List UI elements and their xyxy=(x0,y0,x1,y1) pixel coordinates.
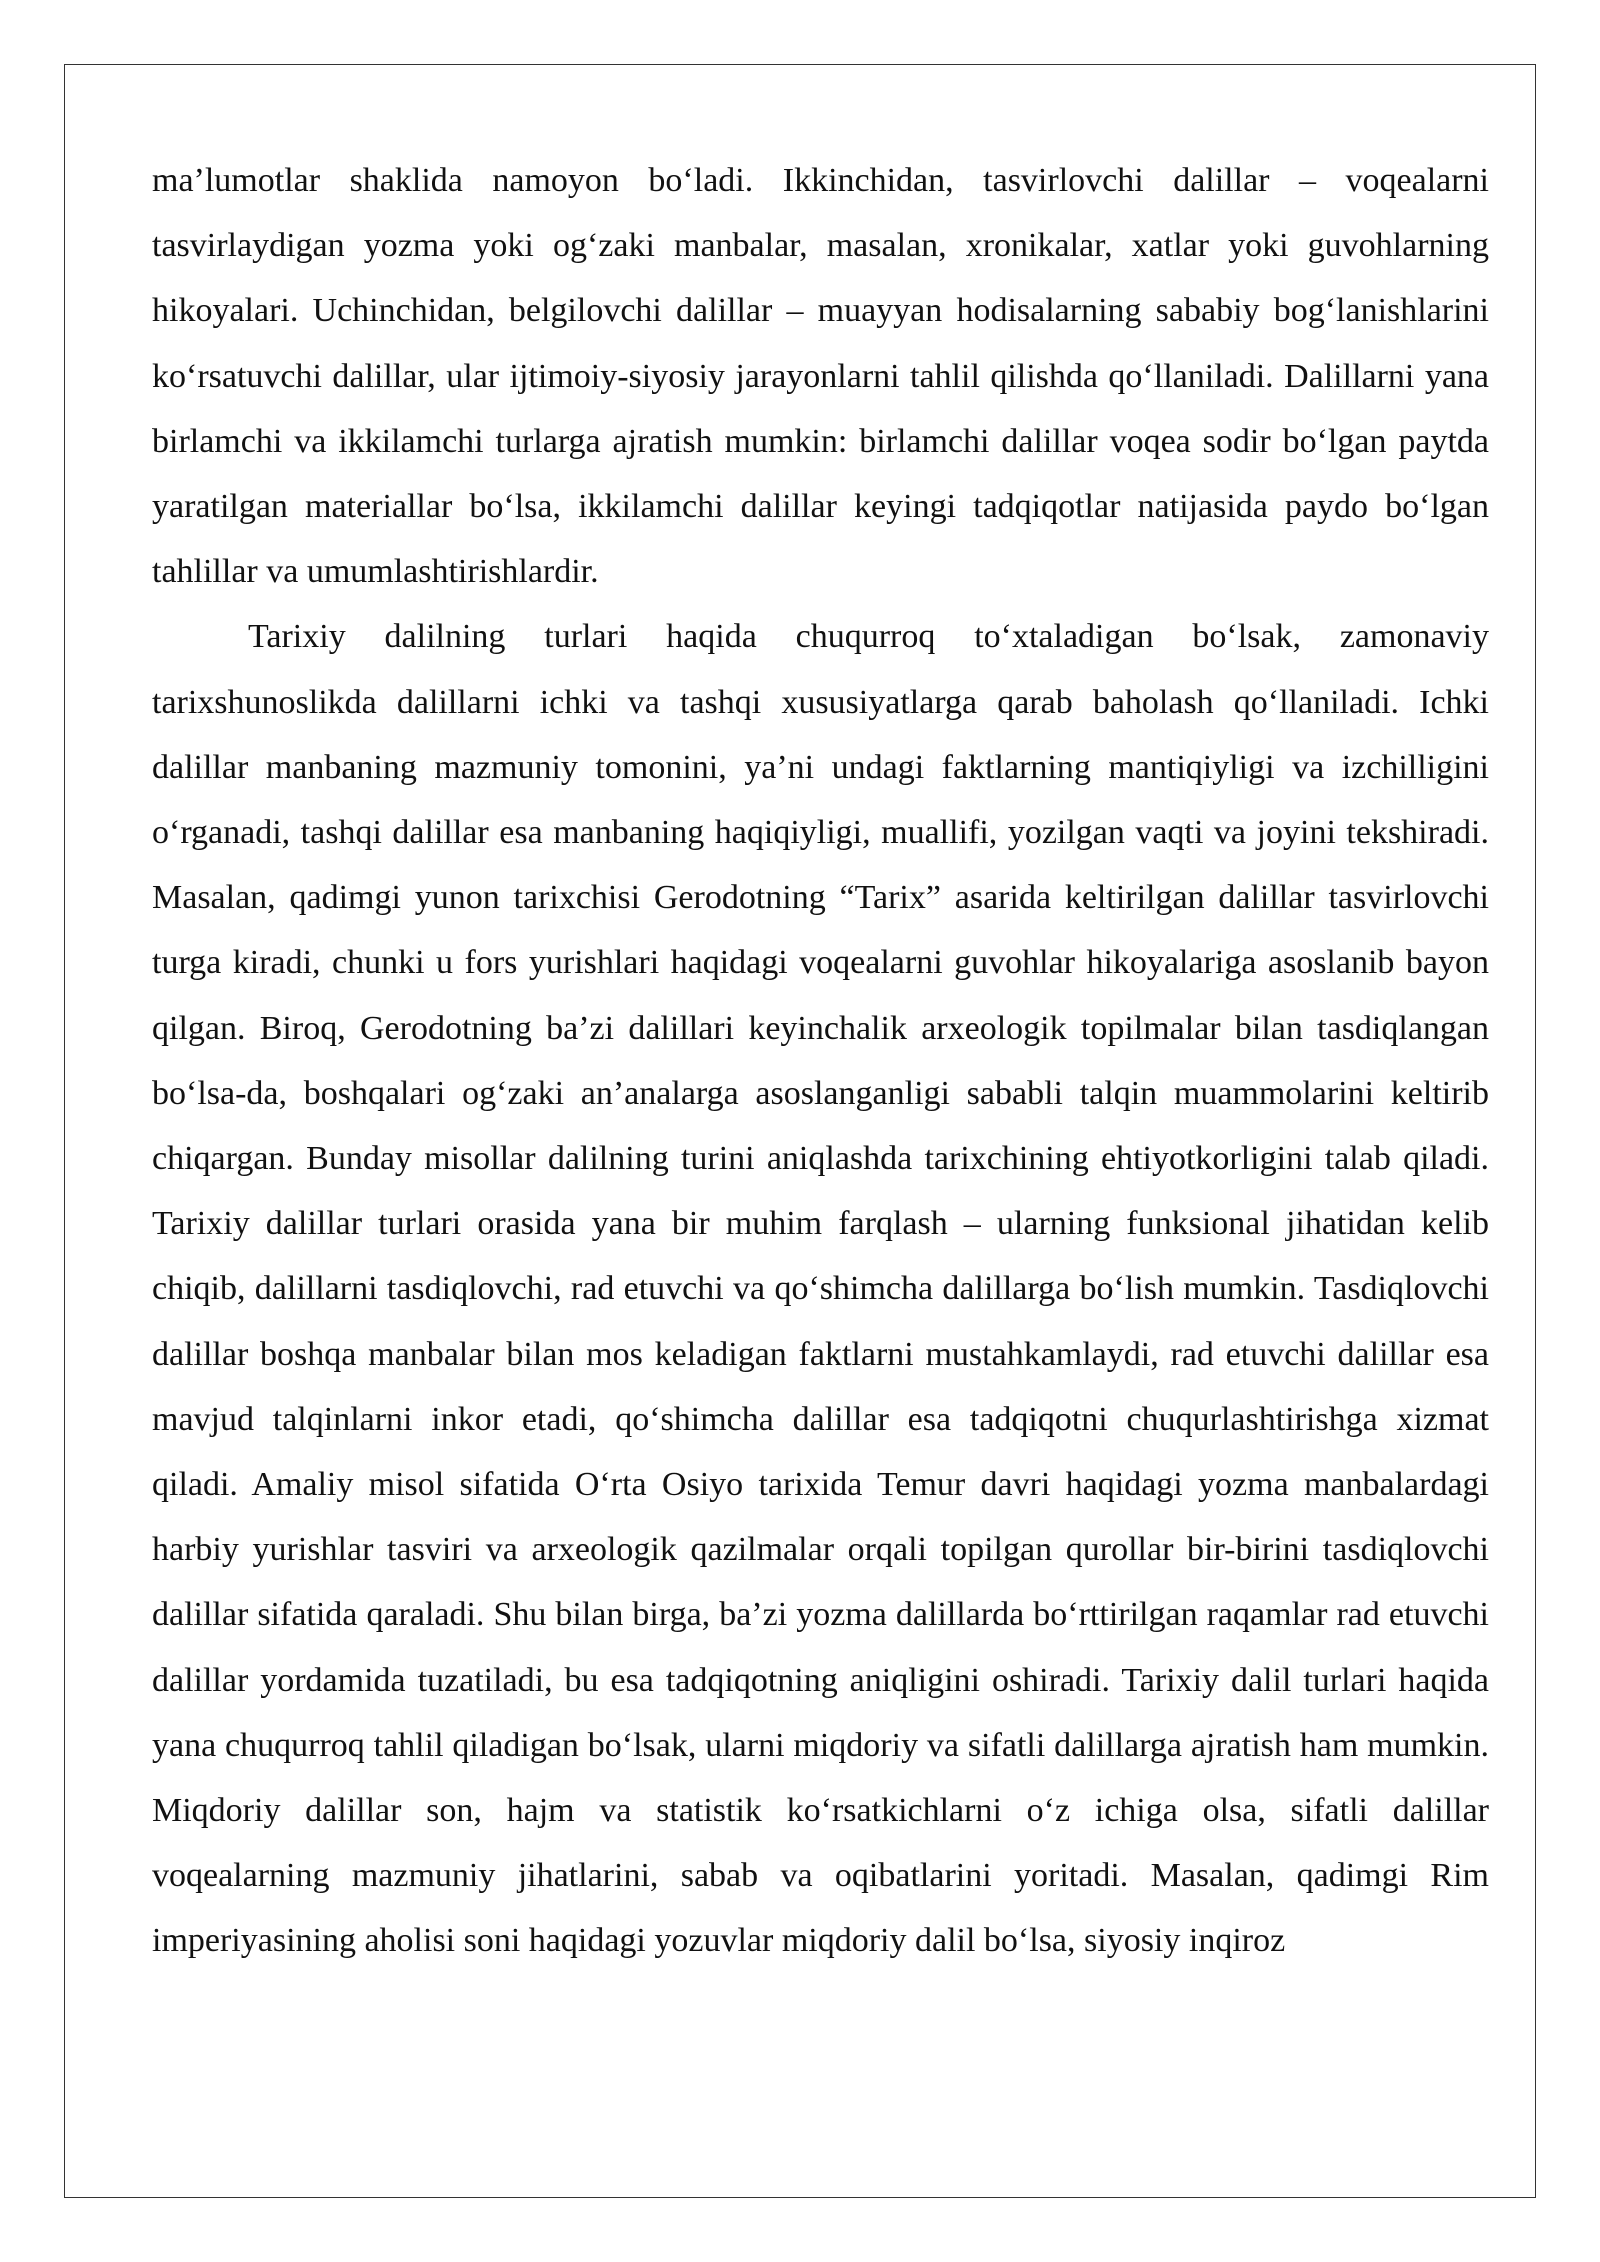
document-body xyxy=(152,148,1489,1974)
paragraph-continuation: ma’lumotlar shaklida namoyon bo‘ladi. Ikkinchidan, tasvirlovchi dalillar – voqealarni tasvirlaydigan yozma yoki og‘zaki manbalar, masalan, xronikalar, xatlar yoki guvohlarning hikoyalari. Uchinchidan, belgilovchi dalillar – muayyan hodisalarning sababiy bog‘lanishlarini ko‘rsatuvchi dalillar, ular ijtimoiy-siyosiy jarayonlarni tahlil qilishda qo‘llaniladi. Dalillarni yana birlamchi va ikkilamchi turlarga ajratish mumkin: birlamchi dalillar voqea sodir bo‘lgan paytda yaratilgan materiallar bo‘lsa, ikkilamchi dalillar keyingi tadqiqotlar natijasida paydo bo‘lgan tahlillar va umumlashtirishlardir. xyxy=(152,162,1489,591)
paragraph-evidence-types: Tarixiy dalilning turlari haqida chuqurroq to‘xtaladigan bo‘lsak, zamonaviy tarixshunoslikda dalillarni ichki va tashqi xususiyatlarga qarab baholash qo‘llaniladi. Ichki dalillar manbaning mazmuniy tomonini, ya’ni undagi faktlarning mantiqiyligi va izchilligini o‘rganadi, tashqi dalillar esa manbaning haqiqiyligi, muallifi, yozilgan vaqti va joyini tekshiradi. Masalan, qadimgi yunon tarixchisi Gerodotning “Tarix” asarida keltirilgan dalillar tasvirlovchi turga kiradi, chunki u fors yurishlari haqidagi voqealarni guvohlar hikoyalariga asoslanib bayon qilgan. Biroq, Gerodotning ba’zi dalillari keyinchalik arxeologik topilmalar bilan tasdiqlangan bo‘lsa-da, boshqalari og‘zaki an’analarga asoslanganligi sababli talqin muammolarini keltirib chiqargan. Bunday misollar dalilning turini aniqlashda tarixchining ehtiyotkorligini talab qiladi. Tarixiy dalillar turlari orasida yana bir muhim farqlash – ularning funksional jihatidan kelib chiqib, dalillarni tasdiqlovchi, rad etuvchi va qo‘shimcha dalillarga bo‘lish mumkin. Tasdiqlovchi dalillar boshqa manbalar bilan mos keladigan faktlarni mustahkamlaydi, rad etuvchi dalillar esa mavjud talqinlarni inkor etadi, qo‘shimcha dalillar esa tadqiqotni chuqurlashtirishga xizmat qiladi. Amaliy misol sifatida O‘rta Osiyo tarixida Temur davri haqidagi yozma manbalardagi harbiy yurishlar tasviri va arxeologik qazilmalar orqali topilgan qurollar bir-birini tasdiqlovchi dalillar sifatida qaraladi. Shu bilan birga, ba’zi yozma dalillarda bo‘rttirilgan raqamlar rad etuvchi dalillar yordamida tuzatiladi, bu esa tadqiqotning aniqligini oshiradi. Tarixiy dalil turlari haqida yana chuqurroq tahlil qiladigan bo‘lsak, ularni miqdoriy va sifatli dalillarga ajratish ham mumkin. Miqdoriy dalillar son, hajm va statistik ko‘rsatkichlarni o‘z ichiga olsa, sifatli dalillar voqealarning mazmuniy jihatlarini, sabab va oqibatlarini yoritadi. Masalan, qadimgi Rim imperiyasining aholisi soni haqidagi yozuvlar miqdoriy dalil bo‘lsa, siyosiy inqiroz xyxy=(152,618,1489,1960)
